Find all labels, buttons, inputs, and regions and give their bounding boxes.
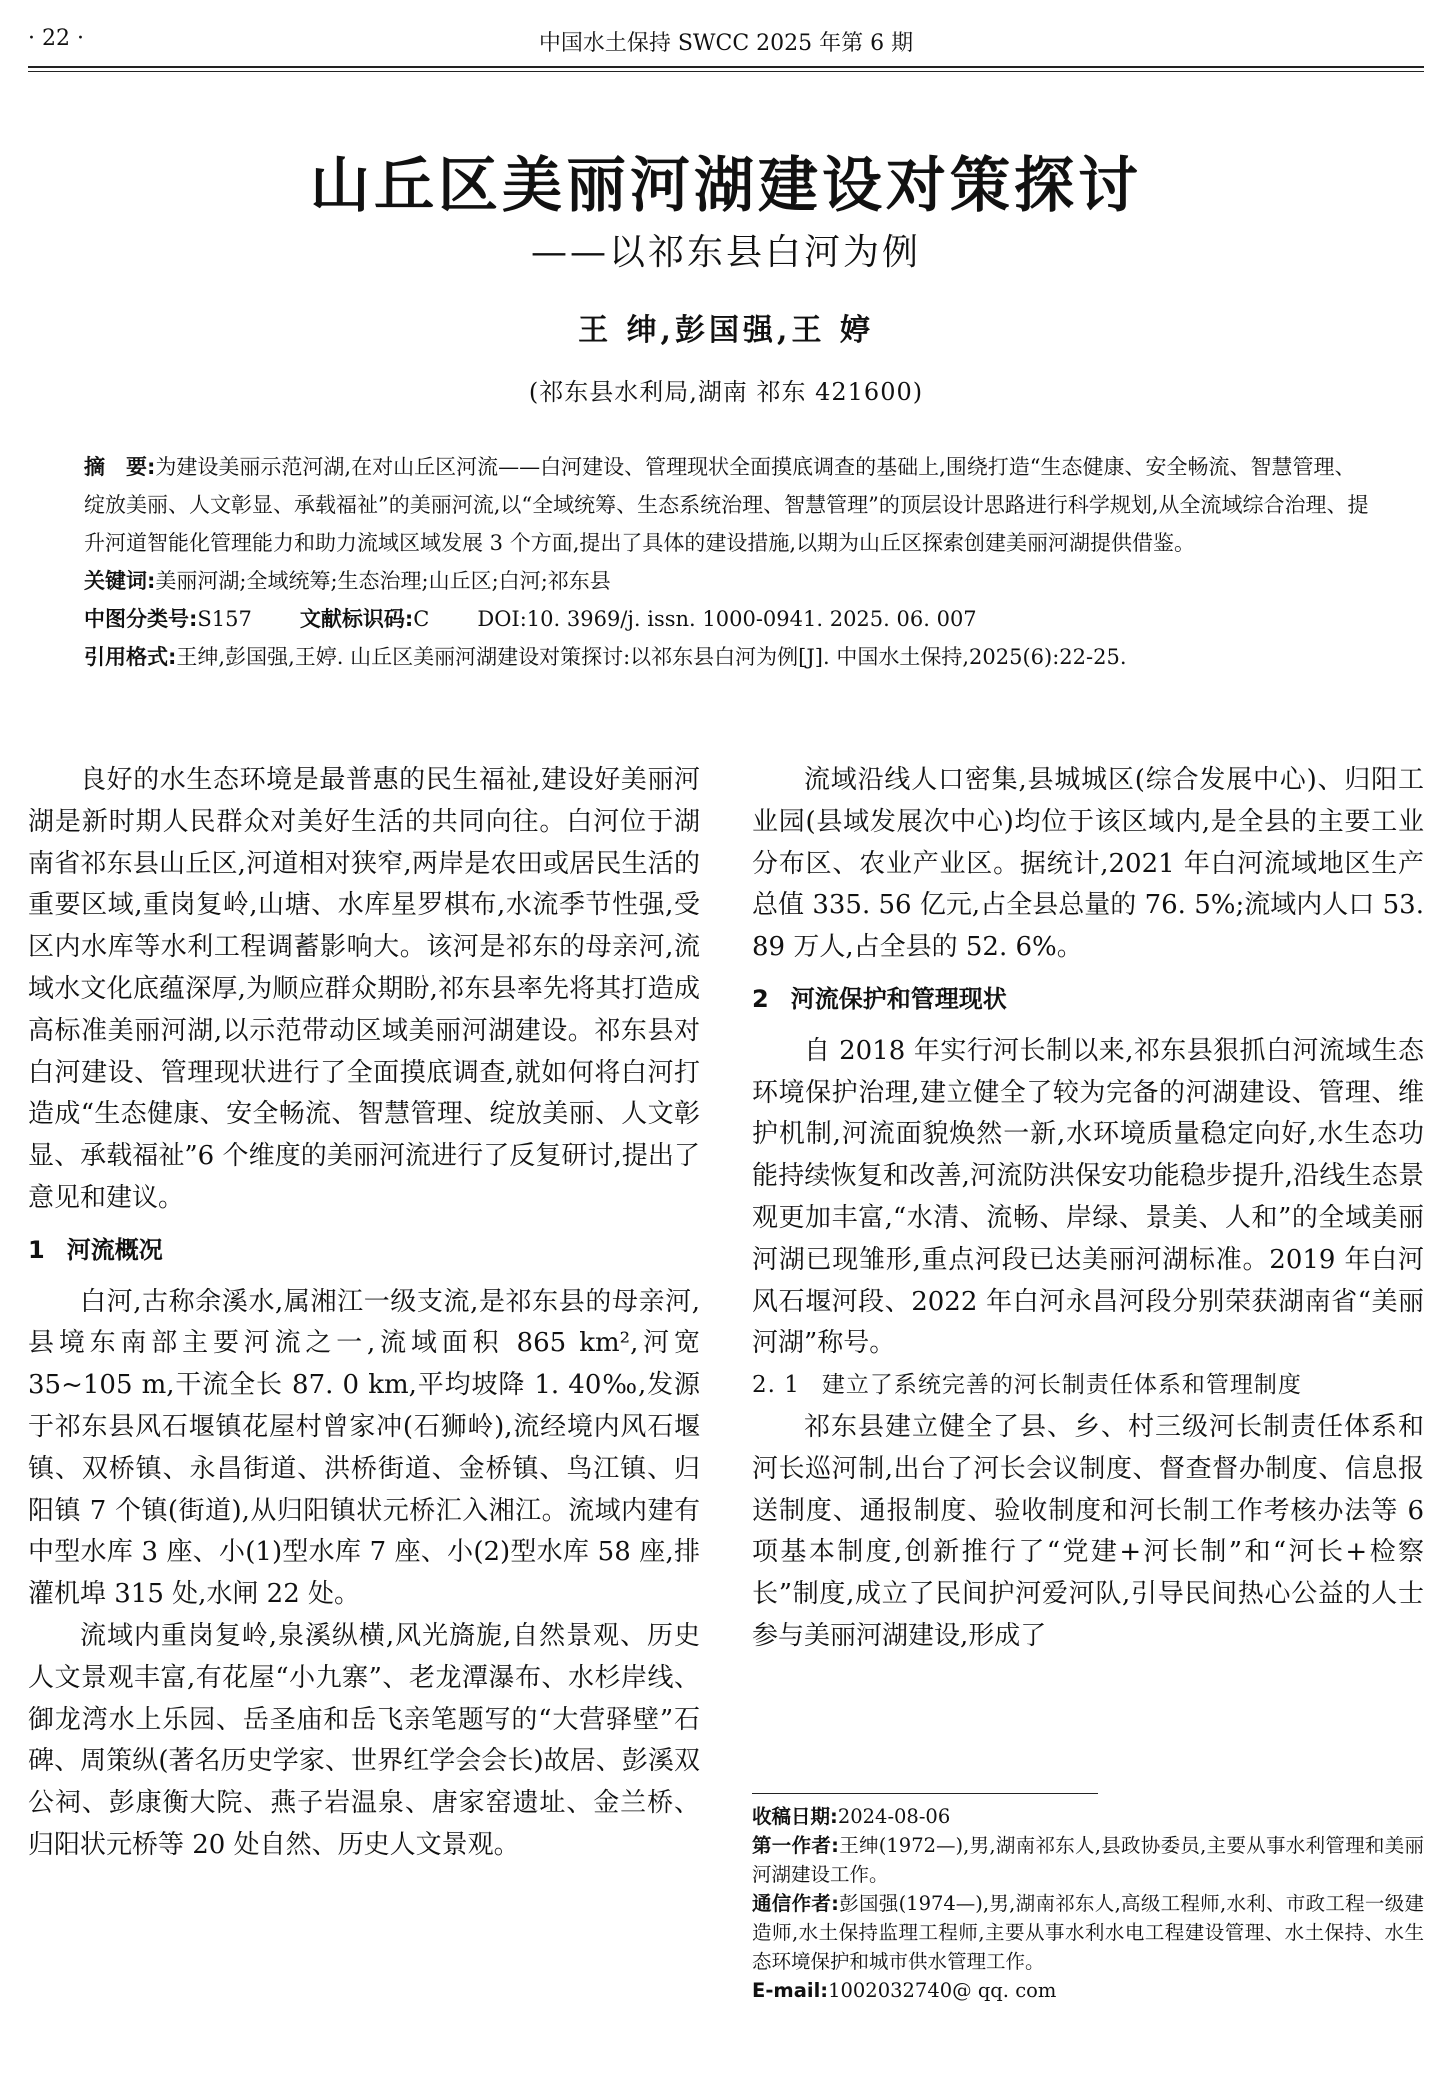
section-title: 河流概况 bbox=[66, 1235, 163, 1264]
author-list: 王 绅,彭国强,王 婷 bbox=[578, 313, 874, 348]
section-1-heading bbox=[28, 1220, 700, 1282]
journal-name: 中国水土保持 SWCC 2025 年第 6 期 bbox=[538, 31, 914, 56]
corresponding-text: 彭国强(1974—),男,湖南祁东人,高级工程师,水利、市政工程一级建造师,水土保持监理工程师,主要从事水利水电工程建设管理、水土保持、水生态环境保护和城市供水管理工作。 bbox=[752, 1892, 1424, 1973]
section-1-paragraph-1: 白河,古称余溪水,属湘江一级支流,是祁东县的母亲河,县境东南部主要河流之一,流域面积 865 km²,河宽 35~105 m,干流全长 87. 0 km,平均坡降 1. 40‰,发源于祁东县风石堰镇花屋村曾家冲(石狮岭),流经境内风石堰镇、双桥镇、永昌街道、洪桥街道、金桥镇、鸟江镇、归阳镇 7 个镇(街道),从归阳镇状元桥汇入湘江。流域内建有中型水库 3 座、小(1)型水库 7 座、小(2)型水库 58 座,排灌机埠 315 处,水闸 22 处。 bbox=[28, 1286, 700, 1610]
abstract-block bbox=[84, 448, 1374, 676]
page-number: · 22 · bbox=[28, 26, 84, 51]
email-note bbox=[752, 1976, 1424, 2005]
first-author-label: 第一作者: bbox=[752, 1834, 839, 1857]
received-value: 2024-08-06 bbox=[837, 1805, 951, 1828]
subsection-2-1-paragraph: 祁东县建立健全了县、乡、村三级河长制责任体系和河长巡河制,出台了河长会议制度、督查督办制度、信息报送制度、通报制度、验收制度和河长制工作考核办法等 6 项基本制度,创新推行了“党建+河长制”和“河长+检察长”制度,成立了民间护河爱河队,引导民间热心公益的人士参与美丽河湖建设,形成了 bbox=[752, 1411, 1424, 1651]
section-1-paragraph-2: 流域内重岗复岭,泉溪纵横,风光旖旎,自然景观、历史人文景观丰富,有花屋“小九寨”、老龙潭瀑布、水杉岸线、御龙湾水上乐园、岳圣庙和岳飞亲笔题写的“大营驿壁”石碑、周策纵(著名历史学家、世界红学会会长)故居、彭溪双公祠、彭康衡大院、燕子岩温泉、唐家窑遗址、金兰桥、归阳状元桥等 20 处自然、历史人文景观。 bbox=[28, 1620, 700, 1860]
received-date bbox=[752, 1802, 1424, 1831]
affiliation: (祁东县水利局,湖南 祁东 421600) bbox=[528, 378, 924, 406]
received-label: 收稿日期: bbox=[752, 1805, 838, 1828]
intro-paragraph: 良好的水生态环境是最普惠的民生福祉,建设好美丽河湖是新时期人民群众对美好生活的共同向往。白河位于湖南省祁东县山丘区,河道相对狭窄,两岸是农田或居民生活的重要区域,重岗复岭,山塘、水库星罗棋布,水流季节性强,受区内水库等水利工程调蓄影响大。该河是祁东的母亲河,流域水文化底蕴深厚,为顺应群众期盼,祁东县率先将其打造成高标准美丽河湖,以示范带动区域美丽河湖建设。祁东县对白河建设、管理现状进行了全面摸底调查,就如何将白河打造成“生态健康、安全畅流、智慧管理、绽放美丽、人文彰显、承载福祉”6 个维度的美丽河流进行了反复研讨,提出了意见和建议。 bbox=[28, 765, 700, 1213]
doi: DOI:10. 3969/j. issn. 1000-0941. 2025. 06. 007 bbox=[477, 607, 977, 631]
citation-label: 引用格式: bbox=[84, 645, 177, 669]
article-subtitle: ——以祁东县白河为例 bbox=[530, 232, 921, 273]
section-2-paragraph-1: 自 2018 年实行河长制以来,祁东县狠抓白河流域生态环境保护治理,建立健全了较为完备的河湖建设、管理、维护机制,河流面貌焕然一新,水环境质量稳定向好,水生态功能持续恢复和改善,河流防洪保安功能稳步提升,沿线生态景观更加丰富,“水清、流畅、岸绿、景美、人和”的全域美丽河湖已现雏形,重点河段已达美丽河湖标准。2019 年白河风石堰河段、2022 年白河永昌河段分别荣获湖南省“美丽河湖”称号。 bbox=[752, 1035, 1424, 1359]
clc-label: 中图分类号: bbox=[84, 607, 198, 631]
keywords bbox=[84, 562, 1374, 600]
first-author-note bbox=[752, 1831, 1424, 1889]
subsection-number: 2. 1 bbox=[752, 1372, 800, 1399]
footnote-rule bbox=[752, 1793, 1098, 1794]
section-title: 河流保护和管理现状 bbox=[790, 984, 1007, 1013]
running-header bbox=[28, 24, 1424, 64]
doccode-label: 文献标识码: bbox=[299, 607, 414, 631]
subsection-2-1-heading bbox=[752, 1365, 1424, 1407]
footnote-block bbox=[752, 1802, 1424, 2005]
abstract-text: 为建设美丽示范河湖,在对山丘区河流——白河建设、管理现状全面摸底调查的基础上,围绕打造“生态健康、安全畅流、智慧管理、绽放美丽、人文彰显、承载福祉”的美丽河流,以“全域统筹、生态系统治理、智慧管理”的顶层设计思路进行科学规划,从全流域综合治理、提升河道智能化管理能力和助力流域区域发展 3 个方面,提出了具体的建设措施,以期为山丘区探索创建美丽河湖提供借鉴。 bbox=[84, 455, 1369, 555]
first-author-text: 王绅(1972—),男,湖南祁东人,县政协委员,主要从事水利管理和美丽河湖建设工作。 bbox=[752, 1834, 1424, 1886]
corresponding-author-note bbox=[752, 1889, 1424, 1976]
corresponding-label: 通信作者: bbox=[752, 1892, 839, 1915]
clc-value: S157 bbox=[197, 607, 252, 631]
doccode-value: C bbox=[413, 607, 430, 631]
email-address[interactable]: 1002032740@ qq. com bbox=[828, 1979, 1057, 2002]
abstract-label: 摘 要: bbox=[84, 455, 156, 479]
section-1-paragraph-3: 流域沿线人口密集,县城城区(综合发展中心)、归阳工业园(县域发展次中心)均位于该区域内,是全县的主要工业分布区、农业产业区。据统计,2021 年白河流域地区生产总值 335. 56 亿元,占全县总量的 76. 5%;流域内人口 53. 89 万人,占全县的 52. 6%。 bbox=[752, 765, 1424, 963]
keywords-text: 美丽河湖;全域统筹;生态治理;山丘区;白河;祁东县 bbox=[155, 569, 611, 593]
header-rule bbox=[28, 66, 1424, 72]
email-label: E-mail: bbox=[752, 1979, 829, 2002]
subsection-title: 建立了系统完善的河长制责任体系和管理制度 bbox=[821, 1372, 1302, 1399]
citation bbox=[84, 638, 1374, 676]
keywords-label: 关键词: bbox=[84, 569, 156, 593]
section-number: 1 bbox=[28, 1235, 45, 1264]
classification-row bbox=[84, 600, 1374, 638]
article-title: 山丘区美丽河湖建设对策探讨 bbox=[310, 151, 1142, 221]
citation-text: 王绅,彭国强,王婷. 山丘区美丽河湖建设对策探讨:以祁东县白河为例[J]. 中国水土保持,2025(6):22-25. bbox=[176, 645, 1127, 669]
right-column bbox=[752, 760, 1424, 1658]
abstract bbox=[84, 448, 1374, 562]
section-number: 2 bbox=[752, 984, 769, 1013]
left-column bbox=[28, 760, 700, 1867]
section-2-heading bbox=[752, 969, 1424, 1031]
